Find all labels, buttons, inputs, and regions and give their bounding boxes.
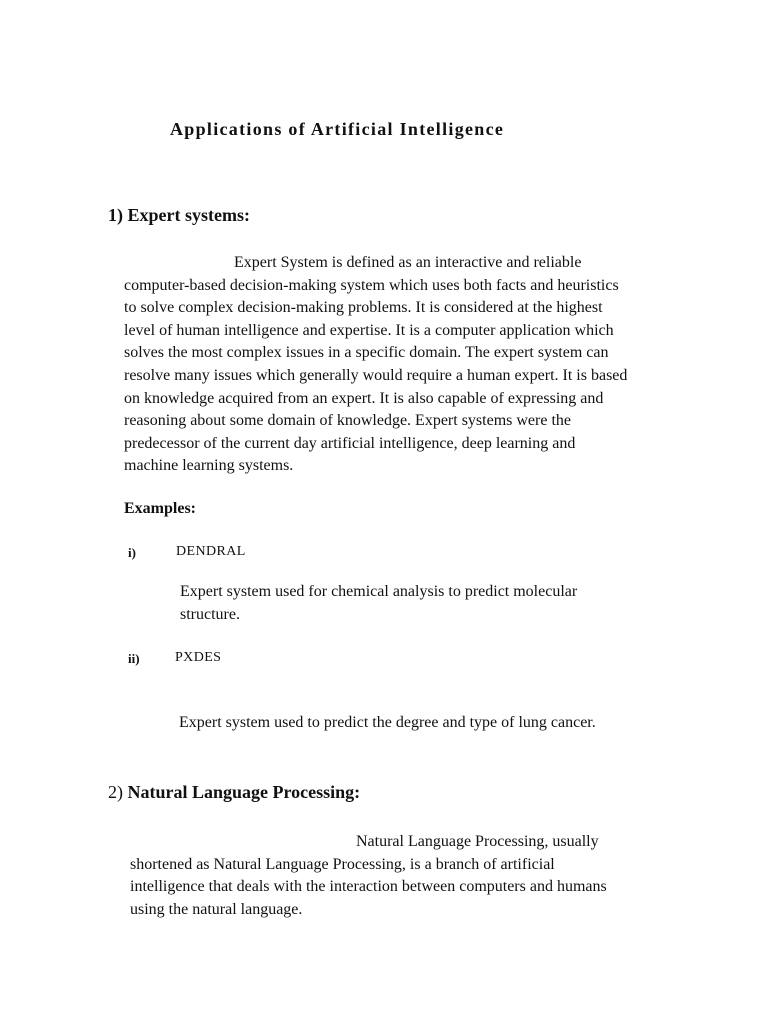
paragraph-line: solves the most complex issues in a specific domain. The expert system can (124, 344, 609, 362)
description-line: Expert system used for chemical analysis to predict molecular (180, 583, 578, 600)
description-line: structure. (180, 605, 240, 623)
paragraph-line: intelligence that deals with the interaction between computers and humans (130, 878, 607, 896)
paragraph-line: to solve complex decision-making problems. It is considered at the highest (124, 299, 603, 317)
example-marker: i) (128, 545, 136, 560)
section-heading-expert-systems (108, 205, 250, 226)
paragraph-line: machine learning systems. (124, 457, 294, 475)
paragraph-line: Expert System is defined as an interactive and reliable (234, 254, 582, 271)
paragraph-line: predecessor of the current day artificial intelligence, deep learning and (124, 434, 576, 452)
section-number: 1) (108, 205, 123, 225)
example-marker: ii) (128, 651, 140, 666)
paragraph-line: computer-based decision-making system which uses both facts and heuristics (124, 276, 619, 294)
document-title: Applications of Artificial Intelligence (170, 119, 505, 139)
paragraph-line: resolve many issues which generally would require a human expert. It is based (124, 366, 628, 384)
example-name: DENDRAL (176, 544, 246, 559)
example-description (180, 581, 680, 626)
example-name: PXDES (175, 650, 222, 665)
paragraph-line: level of human intelligence and expertise. It is a computer application which (124, 321, 614, 339)
expert-systems-paragraph (124, 252, 684, 478)
nlp-paragraph (130, 831, 690, 921)
paragraph-line: on knowledge acquired from an expert. It is also capable of expressing and (124, 389, 604, 407)
paragraph-line: shortened as Natural Language Processing, is a branch of artificial (130, 855, 555, 873)
paragraph-line: using the natural language. (130, 900, 303, 918)
section-number: 2) (108, 782, 123, 802)
paragraph-line: Natural Language Processing, usually (356, 833, 599, 850)
section-heading-nlp (108, 782, 360, 803)
paragraph-line: reasoning about some domain of knowledge. Expert systems were the (124, 412, 571, 430)
examples-label: Examples: (124, 500, 196, 517)
example-description (179, 712, 699, 735)
section-heading-text: Natural Language Processing: (127, 782, 361, 802)
section-heading-text: Expert systems: (127, 205, 250, 225)
description-line: Expert system used to predict the degree and type of lung cancer. (179, 714, 596, 731)
